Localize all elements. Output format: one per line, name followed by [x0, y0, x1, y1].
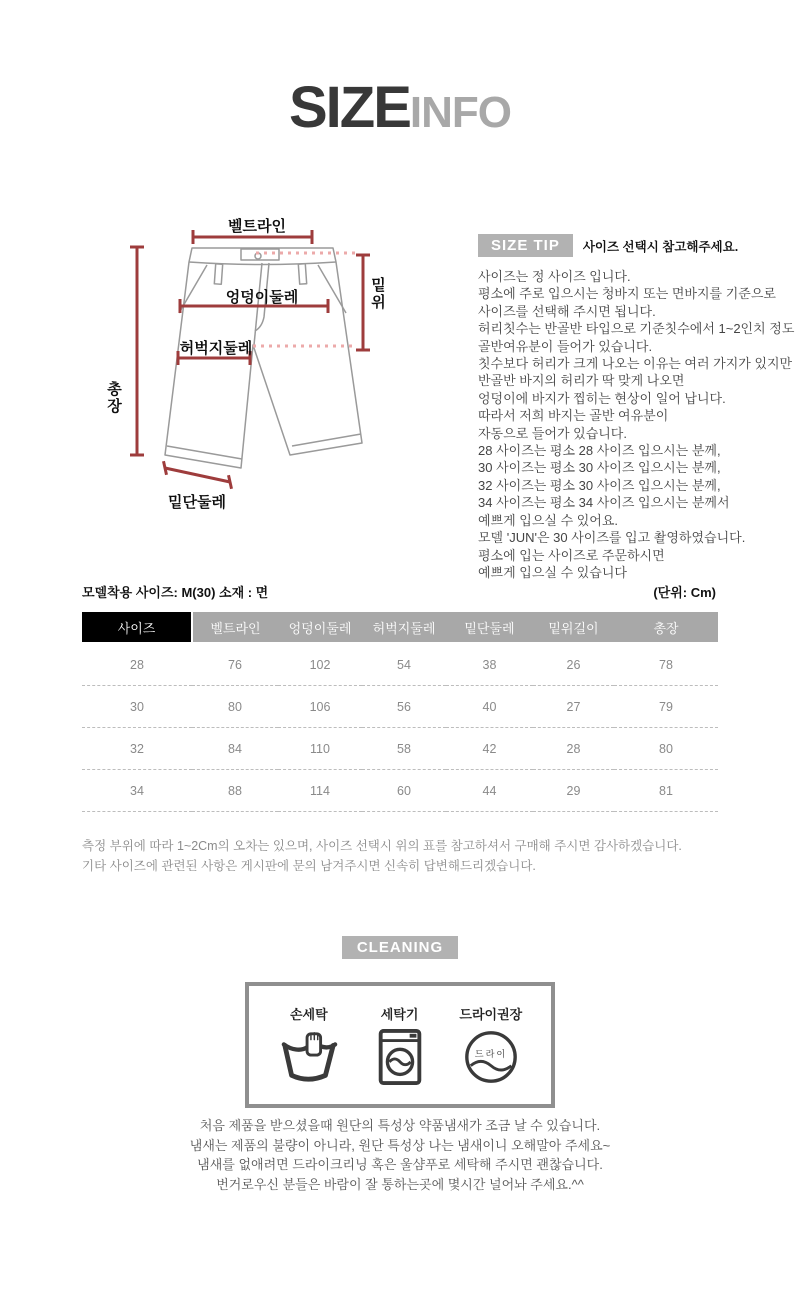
text-line: 냄새를 없애려면 드라이크리닝 혹은 울샴푸로 세탁해 주시면 괜찮습니다. [197, 1157, 603, 1172]
title-info: INFO [409, 88, 512, 137]
table-cell: 30 [82, 686, 192, 728]
text-line: 28 사이즈는 평소 28 사이즈 입으시는 분께, [478, 443, 721, 459]
text-line: 34 사이즈는 평소 34 사이즈 입으시는 분께서 [478, 495, 730, 511]
table-row [82, 643, 718, 686]
care-notes [0, 1116, 800, 1194]
hand-wash-label: 손세탁 [289, 1007, 328, 1022]
thigh-label: 허벅지둘레 [179, 340, 253, 357]
page-title [0, 74, 800, 141]
header-thigh: 허벅지둘레 [362, 612, 446, 643]
cleaning-badge: CLEANING [342, 936, 458, 959]
text-line: 처음 제품을 받으셨을때 원단의 특성상 약품냄새가 조금 날 수 있습니다. [199, 1118, 601, 1133]
table-cell: 106 [278, 686, 362, 728]
table-cell: 28 [533, 728, 614, 770]
table-cell: 58 [362, 728, 446, 770]
table-note [82, 837, 682, 876]
pants-drawing-icon [95, 205, 465, 515]
table-cell: 44 [446, 770, 533, 812]
header-beltline: 벨트라인 [192, 612, 278, 643]
size-tip-section [478, 234, 800, 581]
size-tip-badge: SIZE TIP [478, 234, 573, 257]
hip-label: 엉덩이둘레 [225, 289, 299, 306]
table-meta-row [82, 582, 716, 601]
text-line: 번거로우신 분들은 바람이 잘 통하는곳에 몇시간 널어놔 주세요.^^ [216, 1176, 584, 1192]
care-item-dry-clean [459, 1004, 522, 1086]
dry-clean-label: 드라이권장 [459, 1007, 523, 1022]
pants-measurement-diagram [95, 205, 465, 515]
table-cell: 29 [533, 770, 614, 812]
text-line: 골반여유분이 들어가 있습니다. [478, 338, 653, 354]
text-line: 허리칫수는 반골반 타입으로 기준칫수에서 1~2인치 정도 [478, 321, 795, 337]
table-cell: 80 [192, 686, 278, 728]
header-hem: 밑단둘레 [446, 612, 533, 643]
table-cell: 76 [192, 643, 278, 686]
table-row [82, 728, 718, 770]
table-header-row [82, 612, 718, 643]
text-line: 자동으로 들어가 있습니다. [478, 425, 627, 441]
text-line: 평소에 주로 입으시는 청바지 또는 면바지를 기준으로 [478, 286, 776, 302]
table-row [82, 770, 718, 812]
dry-clean-icon [460, 1028, 522, 1086]
table-cell: 40 [446, 686, 533, 728]
table-row [82, 686, 718, 728]
table-cell: 28 [82, 643, 192, 686]
washing-machine-icon [369, 1028, 431, 1086]
care-item-hand-wash [278, 1004, 340, 1086]
text-line: 냄새는 제품의 불량이 아니라, 원단 특성상 나는 냄새이니 오해말아 주세요~ [189, 1137, 611, 1153]
care-item-machine-wash [369, 1004, 431, 1086]
table-cell: 54 [362, 643, 446, 686]
table-cell: 79 [614, 686, 718, 728]
beltline-label: 벨트라인 [228, 218, 286, 235]
text-line: 사이즈를 선택해 주시면 됩니다. [478, 303, 656, 319]
table-cell: 38 [446, 643, 533, 686]
cleaning-box [245, 982, 555, 1108]
header-rise: 밑위길이 [533, 612, 614, 643]
text-line: 사이즈는 정 사이즈 입니다. [478, 269, 631, 284]
table-cell: 26 [533, 643, 614, 686]
text-line: 측정 부위에 따라 1~2Cm의 오차는 있으며, 사이즈 선택시 위의 표를 참고하셔서 구매해 주시면 감사하겠습니다. [82, 839, 682, 853]
size-table [82, 612, 718, 812]
hem-label: 밑단둘레 [168, 494, 226, 511]
table-cell: 84 [192, 728, 278, 770]
washing-machine-label: 세탁기 [380, 1007, 419, 1022]
table-cell: 60 [362, 770, 446, 812]
text-line: 칫수보다 허리가 크게 나오는 이유는 여러 가지가 있지만 [478, 356, 793, 372]
size-tip-subtitle: 사이즈 선택시 참고해주세요. [582, 239, 739, 254]
title-size: SIZE [288, 75, 410, 140]
table-cell: 56 [362, 686, 446, 728]
header-hip: 엉덩이둘레 [278, 612, 362, 643]
table-cell: 78 [614, 643, 718, 686]
text-line: 32 사이즈는 평소 30 사이즈 입으시는 분께, [478, 477, 721, 493]
text-line: 따라서 저희 바지는 골반 여유분이 [478, 408, 669, 424]
text-line: 모델 'JUN'은 30 사이즈를 입고 촬영하였습니다. [478, 530, 746, 546]
header-length: 총장 [614, 612, 718, 643]
hand-wash-icon [278, 1028, 340, 1086]
header-size: 사이즈 [82, 612, 192, 643]
model-size-info: 모델착용 사이즈: M(30) 소재 : 면 [82, 585, 269, 600]
table-cell: 32 [82, 728, 192, 770]
text-line: 예쁘게 입으실 수 있습니다 [478, 564, 627, 580]
text-line: 엉덩이에 바지가 찝히는 현상이 일어 납니다. [478, 390, 726, 406]
table-cell: 88 [192, 770, 278, 812]
table-cell: 114 [278, 770, 362, 812]
table-cell: 34 [82, 770, 192, 812]
text-line: 평소에 입는 사이즈로 주문하시면 [478, 547, 665, 563]
table-cell: 80 [614, 728, 718, 770]
length-label: 총장 [105, 381, 122, 415]
table-cell: 102 [278, 643, 362, 686]
text-line: 기타 사이즈에 관련된 사항은 게시판에 문의 남겨주시면 신속히 답변해드리겠습니다. [82, 858, 536, 873]
rise-label: 밑위 [369, 277, 386, 311]
text-line: 반골반 바지의 허리가 딱 맞게 나오면 [478, 373, 685, 389]
text-line: 30 사이즈는 평소 30 사이즈 입으시는 분께, [478, 460, 721, 476]
table-cell: 110 [278, 728, 362, 770]
table-cell: 42 [446, 728, 533, 770]
table-cell: 81 [614, 770, 718, 812]
text-line: 예쁘게 입으실 수 있어요. [478, 512, 619, 528]
unit-info: (단위: Cm) [653, 585, 716, 600]
dry-clean-inner-text: 드라이 [474, 1049, 507, 1059]
table-cell: 27 [533, 686, 614, 728]
size-tip-text [478, 268, 800, 581]
